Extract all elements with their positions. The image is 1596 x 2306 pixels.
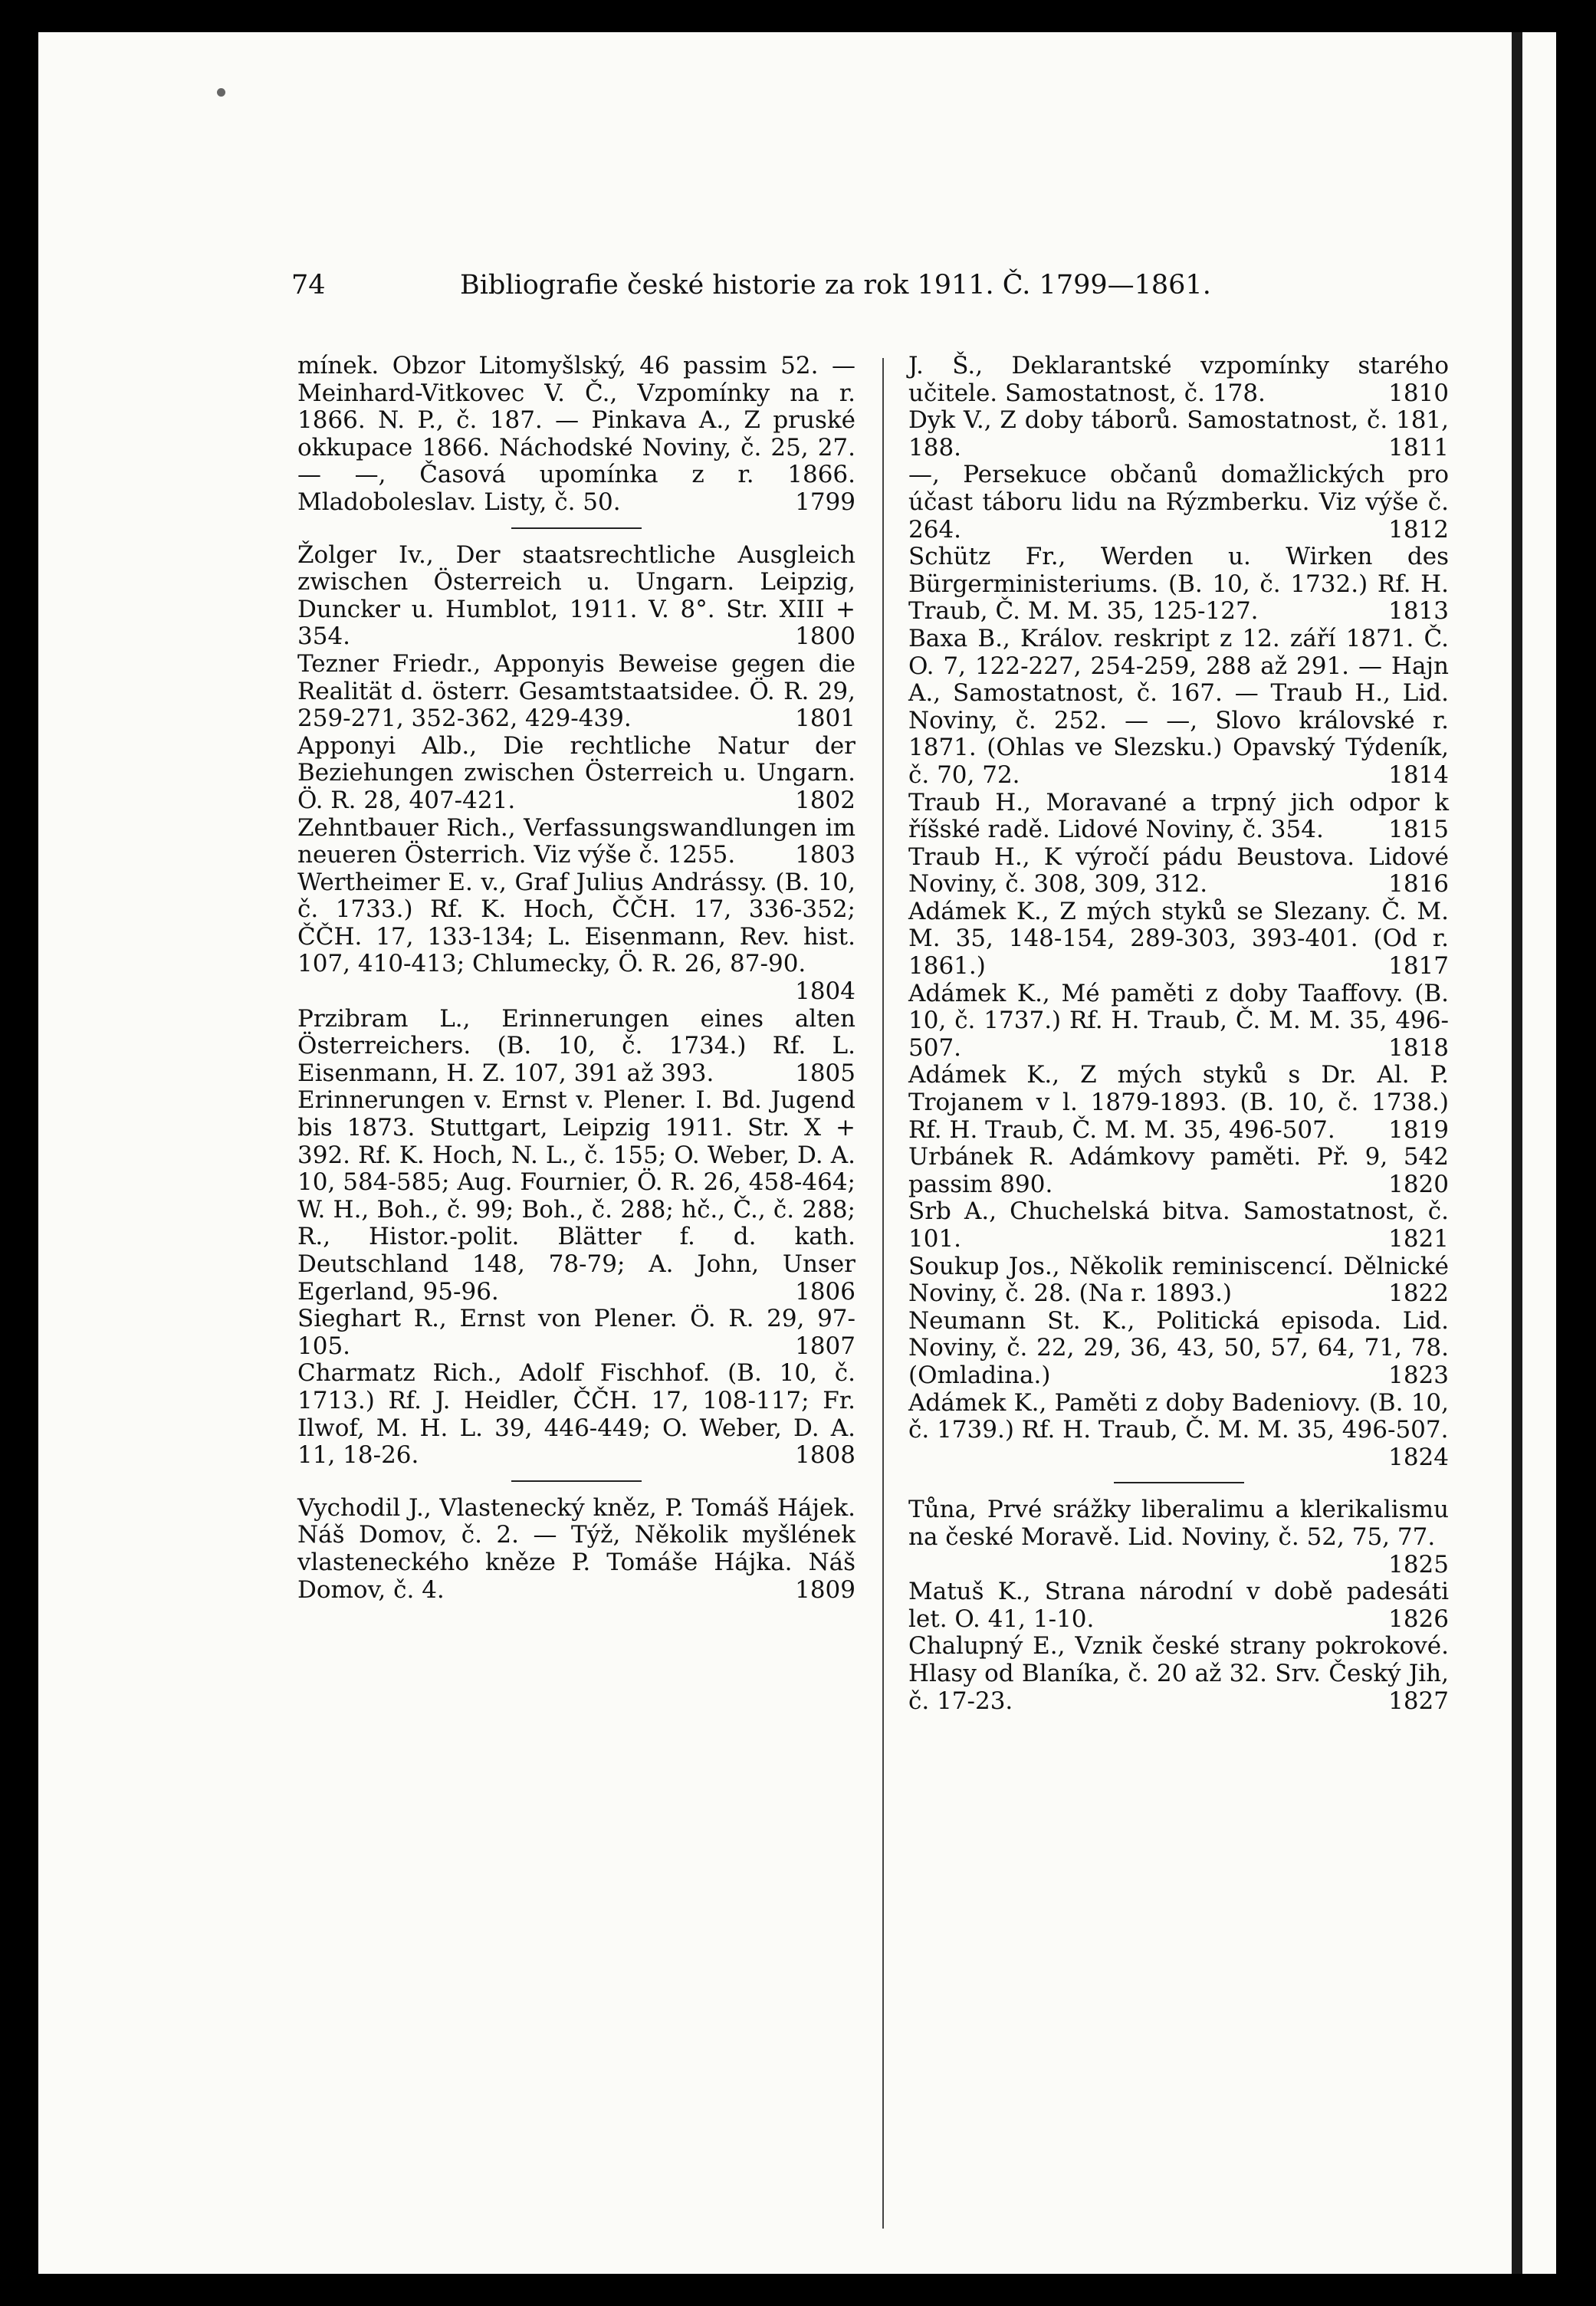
entry-number: 1824 (1388, 1443, 1449, 1471)
entry-number: 1810 (1388, 379, 1449, 407)
bibliography-entry (908, 1496, 1449, 1578)
entry-number: 1802 (795, 786, 855, 814)
bibliography-entry (297, 542, 855, 651)
entry-number: 1813 (1388, 597, 1449, 626)
entry-number: 1817 (1388, 952, 1449, 981)
entry-number: 1809 (795, 1575, 855, 1604)
section-rule (1114, 1482, 1244, 1483)
bibliography-entry (297, 733, 855, 815)
entry-text: Adámek K., Z mých styků s Dr. Al. P. Trojanem v l. 1879-1893. (B. 10, č. 1738.) Rf. H. Traub, Č. M. M. 35, 496-507. (908, 1061, 1449, 1144)
entry-text: Traub H., Moravané a trpný jich odpor k říšské radě. Lidové Noviny, č. 354. (908, 788, 1449, 844)
bibliography-entry (297, 815, 855, 869)
bibliography-entry (908, 844, 1449, 898)
entry-text: Wertheimer E. v., Graf Julius Andrássy. (B. 10, č. 1733.) Rf. K. Hoch, ČČH. 17, 336-352; ČČH. 17, 133-134; L. Eisenmann, Rev. hist. 107, 410-413; Chlumecky, Ö. R. 26, 87-90. (297, 868, 855, 978)
entry-number: 1819 (1388, 1115, 1449, 1144)
entry-number: 1814 (1388, 760, 1449, 789)
entry-text: Baxa B., Králov. reskript z 12. září 1871. Č. O. 7, 122-227, 254-259, 288 až 291. — Hajn A., Samostatnost, č. 167. — Traub H., Lid. Noviny, č. 252. — —, Slovo královské r. 1871. (Ohlas ve Slezsku.) Opavský Týdeník, č. 70, 72. (908, 624, 1449, 789)
entry-text: Tezner Friedr., Apponyis Beweise gegen die Realität d. österr. Gesamtstaatsidee. Ö. R. 29, 259-271, 352-362, 429-439. (297, 649, 855, 733)
entry-text: Erinnerungen v. Ernst v. Plener. I. Bd. Jugend bis 1873. Stuttgart, Leipzig 1911. Str. X + 392. Rf. K. Hoch, N. L., č. 155; O. Weber, D. A. 10, 584-585; Aug. Fournier, Ö. R. 26, 458-464; W. H., Boh., č. 99; Boh., č. 288; hč., Č., č. 288; R., Histor.-polit. Blätter f. d. kath. Deutschland 148, 78-79; A. John, Unser Egerland, 95-96. (297, 1086, 855, 1306)
bibliography-entry (908, 407, 1449, 462)
bibliography-entry (297, 353, 855, 517)
entry-number: 1826 (1388, 1605, 1449, 1633)
bibliography-entry (297, 1495, 855, 1604)
bibliography-entry (908, 1390, 1449, 1472)
bibliography-entry (297, 1306, 855, 1360)
bibliography-entry (908, 626, 1449, 790)
entry-text: Adámek K., Mé paměti z doby Taaffovy. (B. 10, č. 1737.) Rf. H. Traub, Č. M. M. 35, 496-507. (908, 979, 1449, 1062)
entry-text: Schütz Fr., Werden u. Wirken des Bürgerministeriums. (B. 10, č. 1732.) Rf. H. Traub, Č. M. M. 35, 125-127. (908, 543, 1449, 626)
section-rule (511, 1480, 642, 1482)
entry-number: 1812 (1388, 515, 1449, 544)
bibliography-entry (908, 462, 1449, 544)
left-column (297, 353, 855, 1604)
bibliography-entry (908, 898, 1449, 981)
entry-text: Soukup Jos., Několik reminiscencí. Dělnické Noviny, č. 28. (Na r. 1893.) (908, 1252, 1449, 1308)
right-column (908, 353, 1449, 1715)
entry-number: 1818 (1388, 1033, 1449, 1062)
column-divider (882, 358, 884, 2229)
running-header (291, 270, 1441, 301)
entry-text: Tůna, Prvé srážky liberalimu a klerikalismu na české Moravě. Lid. Noviny, č. 52, 75, 77. (908, 1496, 1449, 1551)
page-number: 74 (291, 270, 326, 301)
page-edge (1512, 32, 1556, 2274)
entry-text: Chalupný E., Vznik české strany pokrokové. Hlasy od Blaníka, č. 20 až 32. Srv. Český Jih, č. 17-23. (908, 1632, 1449, 1715)
section-rule (511, 527, 642, 529)
entry-number: 1800 (795, 622, 855, 651)
entry-number: 1806 (795, 1277, 855, 1306)
entry-text: Przibram L., Erinnerungen eines alten Österreichers. (B. 10, č. 1734.) Rf. L. Eisenmann, H. Z. 107, 391 až 393. (297, 1004, 855, 1087)
entry-number: 1799 (795, 488, 855, 516)
entry-text: Matuš K., Strana národní v době padesáti let. O. 41, 1-10. (908, 1578, 1449, 1633)
scan-speck (217, 88, 225, 97)
entry-text: Charmatz Rich., Adolf Fischhof. (B. 10, č. 1713.) Rf. J. Heidler, ČČH. 17, 108-117; Fr. Ilwof, M. H. L. 39, 446-449; O. Weber, D. A. 11, 18-26. (297, 1359, 855, 1470)
bibliography-entry (908, 544, 1449, 626)
bibliography-entry (908, 1062, 1449, 1144)
bibliography-entry (908, 1253, 1449, 1308)
bibliography-entry (297, 1087, 855, 1306)
entry-number: 1820 (1388, 1170, 1449, 1198)
bibliography-entry (908, 1578, 1449, 1633)
entry-text: Urbánek R. Adámkovy paměti. Př. 9, 542 passim 890. (908, 1143, 1449, 1198)
entry-number: 1801 (795, 705, 855, 733)
bibliography-entry (908, 790, 1449, 844)
entry-text: Apponyi Alb., Die rechtliche Natur der Beziehungen zwischen Österreich u. Ungarn. Ö. R. 28, 407-421. (297, 731, 855, 814)
entry-number: 1822 (1388, 1279, 1449, 1308)
entry-text: Srb A., Chuchelská bitva. Samostatnost, č. 101. (908, 1197, 1449, 1253)
entry-number: 1808 (795, 1441, 855, 1470)
entry-text: Zehntbauer Rich., Verfassungswandlungen im neueren Österrich. Viz výše č. 1255. (297, 813, 855, 869)
entry-number: 1816 (1388, 870, 1449, 898)
bibliography-entry (908, 1308, 1449, 1390)
entry-text: Traub H., K výročí pádu Beustova. Lidové Noviny, č. 308, 309, 312. (908, 843, 1449, 898)
bibliography-entry (908, 1633, 1449, 1715)
entry-number: 1807 (795, 1332, 855, 1360)
entry-text: Adámek K., Z mých styků se Slezany. Č. M. M. 35, 148-154, 289-303, 393-401. (Od r. 1861.) (908, 897, 1449, 981)
entry-number: 1821 (1388, 1225, 1449, 1253)
bibliography-entry (297, 1006, 855, 1088)
bibliography-entry (908, 353, 1449, 407)
entry-text: J. Š., Deklarantské vzpomínky starého učitele. Samostatnost, č. 178. (908, 352, 1449, 407)
entry-number: 1811 (1388, 433, 1449, 462)
entry-text: Neumann St. K., Politická episoda. Lid. Noviny, č. 22, 29, 36, 43, 50, 57, 64, 71, 78. (Omladina.) (908, 1306, 1449, 1389)
entry-text: Sieghart R., Ernst von Plener. Ö. R. 29, 97-105. (297, 1305, 855, 1360)
bibliography-entry (908, 1144, 1449, 1198)
entry-number: 1815 (1388, 816, 1449, 844)
bibliography-entry (297, 1360, 855, 1469)
entry-number: 1803 (795, 841, 855, 869)
entry-number: 1805 (795, 1059, 855, 1087)
entry-text: Žolger Iv., Der staatsrechtliche Ausgleich zwischen Österreich u. Ungarn. Leipzig, Duncker u. Humblot, 1911. V. 8°. Str. XIII + 354. (297, 540, 855, 651)
entry-text: Vychodil J., Vlastenecký kněz, P. Tomáš Hájek. Náš Domov, č. 2. — Týž, Několik myšlének vlasteneckého kněze P. Tomáše Hájka. Náš Domov, č. 4. (297, 1493, 855, 1604)
entry-text: mínek. Obzor Litomyšlský, 46 passim 52. — Meinhard-Vitkovec V. Č., Vzpomínky na r. 1866. N. P., č. 187. — Pinkava A., Z pruské okkupace 1866. Náchodské Noviny, č. 25, 27. — —, Časová upomínka z r. 1866. Mladoboleslav. Listy, č. 50. (297, 352, 855, 516)
bibliography-entry (297, 869, 855, 1006)
entry-text: —, Persekuce občanů domažlických pro účast táboru lidu na Rýzmberku. Viz výše č. 264. (908, 461, 1449, 544)
bibliography-entry (297, 651, 855, 733)
entry-number: 1827 (1388, 1687, 1449, 1715)
bibliography-entry (908, 981, 1449, 1063)
entry-number: 1823 (1388, 1361, 1449, 1389)
entry-text: Adámek K., Paměti z doby Badeniovy. (B. 10, č. 1739.) Rf. H. Traub, Č. M. M. 35, 496-507. (908, 1388, 1449, 1444)
entry-number: 1804 (795, 977, 855, 1006)
entry-text: Dyk V., Z doby táborů. Samostatnost, č. 181, 188. (908, 406, 1449, 462)
running-title: Bibliografie české historie za rok 1911. Č. 1799—1861. (460, 270, 1211, 301)
entry-number: 1825 (1388, 1550, 1449, 1578)
book-page (38, 32, 1556, 2274)
bibliography-entry (908, 1198, 1449, 1253)
